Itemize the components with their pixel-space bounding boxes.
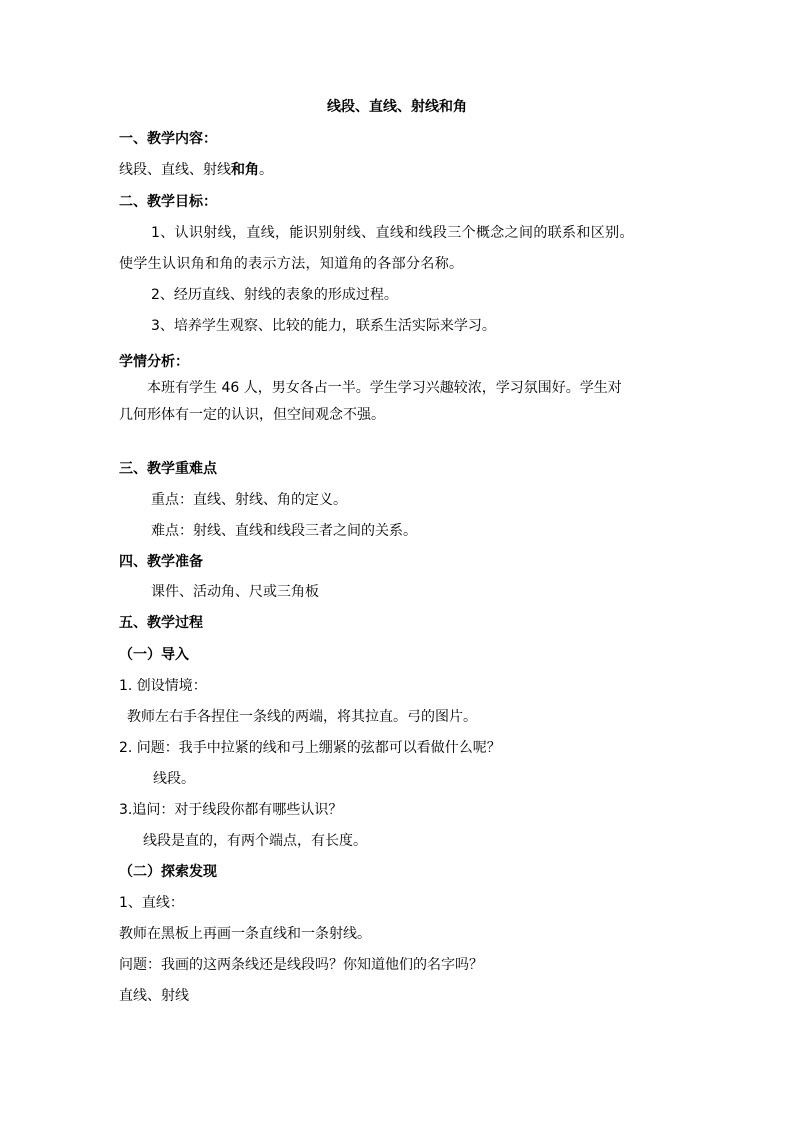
key-point: 重点：直线、射线、角的定义。: [151, 492, 347, 508]
intro-step-3-answer: 线段是直的，有两个端点，有长度。: [143, 833, 367, 849]
goal-3: 3、培养学生观察、比较的能力，联系生活实际来学习。: [151, 318, 496, 334]
explore-item-1-text: 教师在黑板上再画一条直线和一条射线。: [119, 926, 371, 942]
explore-answer: 直线、射线: [119, 988, 189, 1004]
content-text-a: 线段、直线、射线: [119, 162, 231, 178]
subsection-heading-explore: （二）探索发现: [119, 864, 217, 880]
preparation-items: 课件、活动角、尺或三角板: [151, 584, 319, 600]
goal-1-line-2: 使学生认识角和角的表示方法，知道角的各部分名称。: [119, 256, 464, 272]
intro-step-3: 3.追问：对于线段你都有哪些认识？: [119, 802, 343, 818]
section-heading-analysis: 学情分析：: [119, 354, 189, 370]
content-text-c: 。: [259, 162, 273, 178]
section-heading-preparation: 四、教学准备: [119, 554, 203, 570]
goal-1-line-1: 1、认识射线，直线，能识别射线、直线和线段三个概念之间的联系和区别。: [151, 225, 634, 241]
goal-2: 2、经历直线、射线的表象的形成过程。: [151, 287, 398, 303]
intro-step-2-answer: 线段。: [153, 771, 195, 787]
content-text: [119, 160, 273, 180]
content-text-b: 和角: [231, 162, 259, 178]
section-heading-goals: 二、教学目标：: [119, 194, 217, 210]
explore-question: 问题：我画的这两条线还是线段吗？你知道他们的名字吗？: [119, 957, 483, 973]
page-title: 线段、直线、射线和角: [327, 99, 467, 115]
section-heading-key-points: 三、教学重难点: [119, 461, 217, 477]
intro-step-1: 1. 创设情境：: [119, 678, 207, 694]
explore-item-1: 1、直线：: [119, 895, 184, 911]
subsection-heading-intro: （一）导入: [119, 647, 189, 663]
section-heading-process: 五、教学过程: [119, 615, 203, 631]
section-heading-content: 一、教学内容：: [119, 131, 217, 147]
difficulty-point: 难点：射线、直线和线段三者之间的关系。: [151, 523, 417, 539]
analysis-line-1: 本班有学生 46 人，男女各占一半。学生学习兴趣较浓，学习氛围好。学生对: [147, 380, 622, 396]
intro-step-1-text: 教师左右手各捏住一条线的两端，将其拉直。弓的图片。: [127, 709, 477, 725]
intro-step-2: 2. 问题：我手中拉紧的线和弓上绷紧的弦都可以看做什么呢？: [119, 740, 501, 756]
analysis-line-2: 几何形体有一定的认识，但空间观念不强。: [119, 407, 385, 423]
